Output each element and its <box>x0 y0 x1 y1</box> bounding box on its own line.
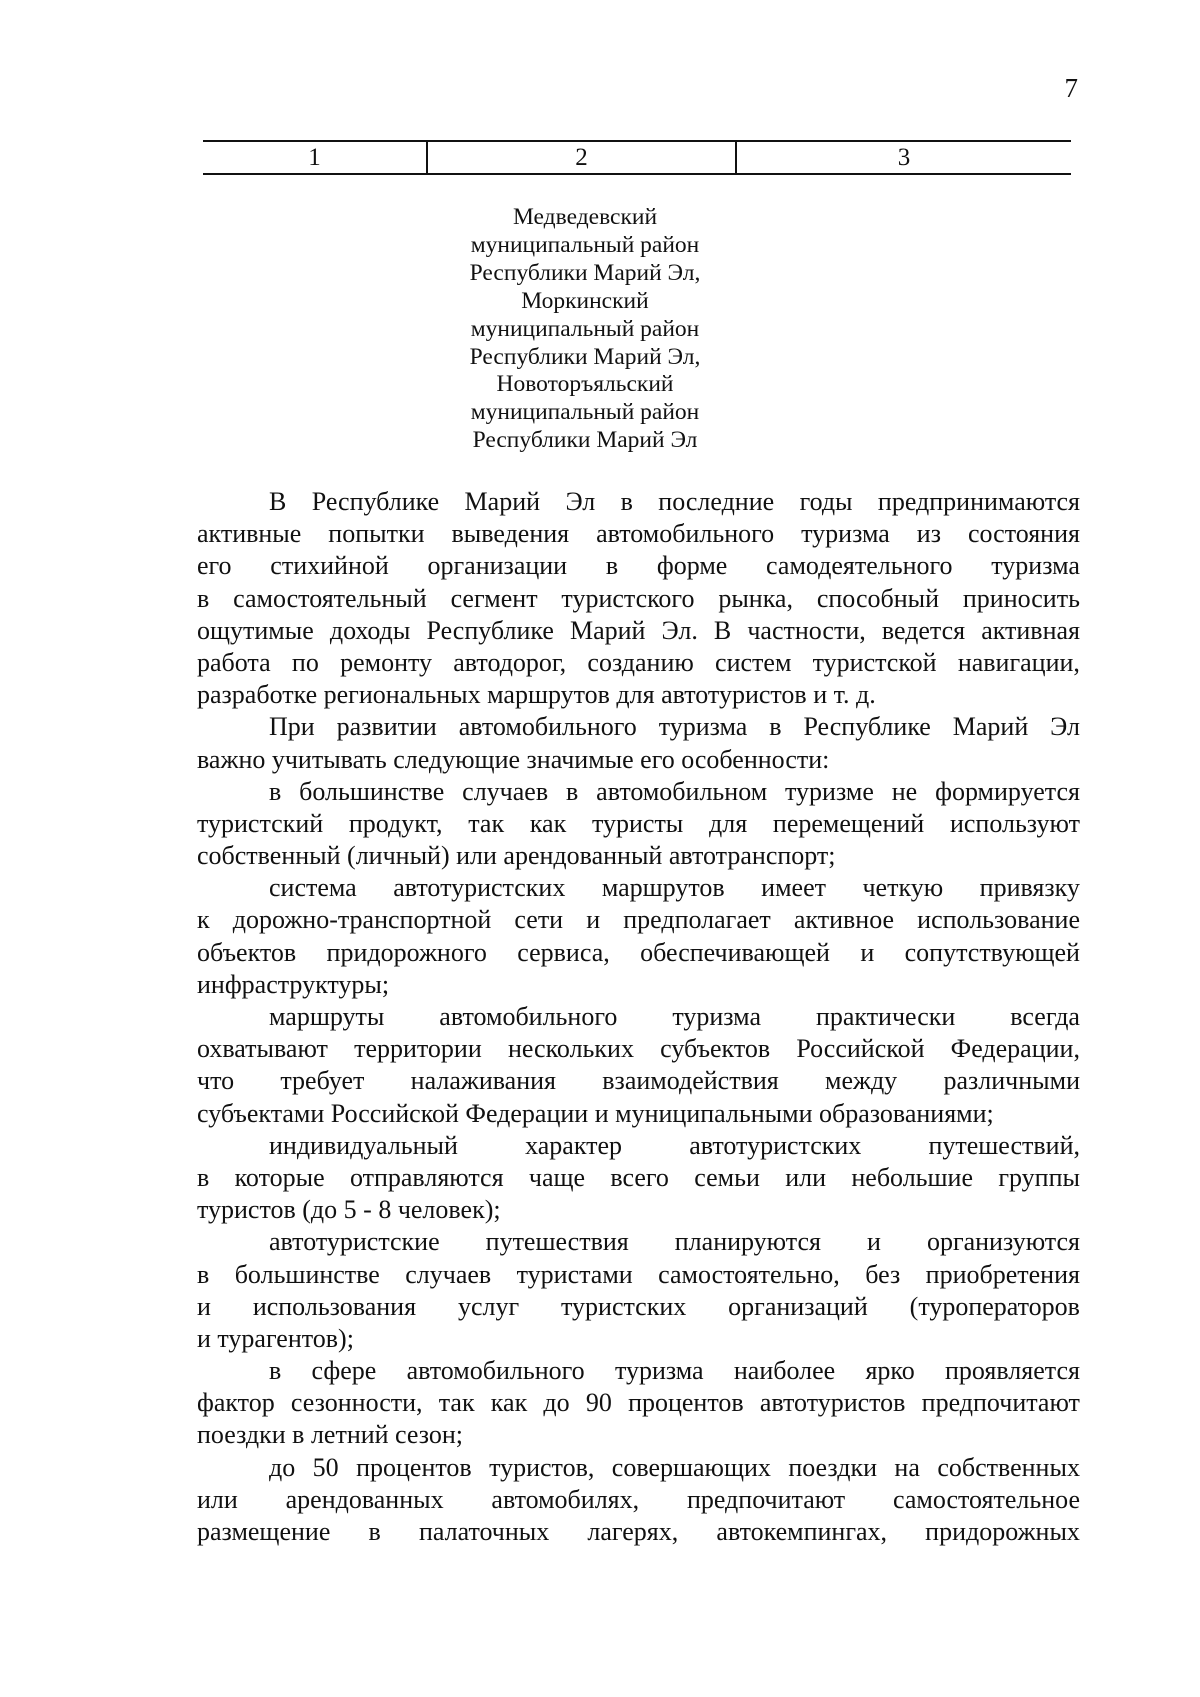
text-line: индивидуальный характер автотуристских путешествий, <box>269 1130 1080 1160</box>
column-number-3: 3 <box>897 144 911 171</box>
text-line: туристов (до 5 - 8 человек); <box>197 1195 501 1225</box>
text-line: к дорожно-транспортной сети и предполагает активное использование <box>197 905 1080 935</box>
text-line: туристский продукт, так как туристы для перемещений используют <box>197 808 1080 838</box>
district-line: Республики Марий Эл <box>472 427 698 454</box>
text-line: или арендованных автомобилях, предпочитают самостоятельное <box>197 1484 1080 1514</box>
text-line: размещение в палаточных лагерях, автокемпингах, придорожных <box>197 1517 1080 1546</box>
text-line: в большинстве случаев в автомобильном туризме не формируется <box>269 776 1080 806</box>
page-number: 7 <box>1064 73 1078 103</box>
paragraph <box>197 1452 1080 1549</box>
paragraph <box>197 872 1080 1001</box>
text-line: При развитии автомобильного туризма в Республике Марий Эл <box>269 712 1080 742</box>
text-line: фактор сезонности, так как до 90 процентов автотуристов предпочитают <box>197 1388 1080 1418</box>
text-line: в самостоятельный сегмент туристского рынка, способный приносить <box>197 583 1080 613</box>
text-line: активные попытки выведения автомобильного туризма из состояния <box>197 519 1080 549</box>
text-line: в которые отправляются чаще всего семьи или небольшие группы <box>197 1162 1080 1192</box>
district-line: муниципальный район <box>470 231 700 258</box>
column-number-1: 1 <box>203 142 428 173</box>
text-line: до 50 процентов туристов, совершающих поездки на собственных <box>269 1452 1080 1482</box>
district-line: Медведевский <box>512 204 658 230</box>
body-text <box>197 486 1080 1548</box>
paragraph <box>197 1130 1080 1227</box>
paragraph <box>197 1226 1080 1355</box>
district-line: Моркинский <box>521 287 649 314</box>
text-line: инфраструктуры; <box>197 969 390 999</box>
text-line: и турагентов); <box>197 1323 354 1353</box>
text-line: работа по ремонту автодорог, созданию систем туристской навигации, <box>197 647 1080 677</box>
paragraph <box>197 1355 1080 1452</box>
text-line: собственный (личный) или арендованный автотранспорт; <box>197 841 836 871</box>
paragraph <box>197 486 1080 711</box>
district-list <box>420 204 750 455</box>
text-line: важно учитывать следующие значимые его особенности: <box>197 744 830 774</box>
text-line: объектов придорожного сервиса, обеспечивающей и сопутствующей <box>197 937 1080 967</box>
paragraph <box>197 1001 1080 1130</box>
text-line: его стихийной организации в форме самодеятельного туризма <box>197 551 1080 581</box>
district-line: муниципальный район <box>470 315 700 342</box>
district-line: Республики Марий Эл, <box>469 259 701 286</box>
column-number-2: 2 <box>428 142 737 173</box>
table-column-header <box>203 140 1071 175</box>
district-line: Новоторъяльский <box>496 371 674 398</box>
text-line: в большинстве случаев туристами самостоятельно, без приобретения <box>197 1259 1080 1289</box>
text-line: ощутимые доходы Республике Марий Эл. В частности, ведется активная <box>197 615 1080 645</box>
text-line: маршруты автомобильного туризма практически всегда <box>269 1002 1080 1031</box>
text-line: и использования услуг туристских организаций (туроператоров <box>197 1291 1080 1321</box>
paragraph <box>197 776 1080 873</box>
text-line: поездки в летний сезон; <box>197 1420 464 1450</box>
text-line: в сфере автомобильного туризма наиболее ярко проявляется <box>269 1356 1080 1386</box>
text-line: разработке региональных маршрутов для автотуристов и т. д. <box>197 680 876 710</box>
paragraph <box>197 711 1080 775</box>
text-line: охватывают территории нескольких субъектов Российской Федерации, <box>197 1034 1080 1064</box>
district-line: муниципальный район <box>470 399 700 426</box>
text-line: система автотуристских маршрутов имеет четкую привязку <box>269 873 1080 903</box>
text-line: автотуристские путешествия планируются и организуются <box>269 1227 1080 1257</box>
text-line: субъектами Российской Федерации и муниципальными образованиями; <box>197 1098 994 1128</box>
text-line: что требует налаживания взаимодействия между различными <box>197 1066 1080 1096</box>
text-line: В Республике Марий Эл в последние годы предпринимаются <box>269 487 1080 516</box>
district-line: Республики Марий Эл, <box>469 343 701 370</box>
